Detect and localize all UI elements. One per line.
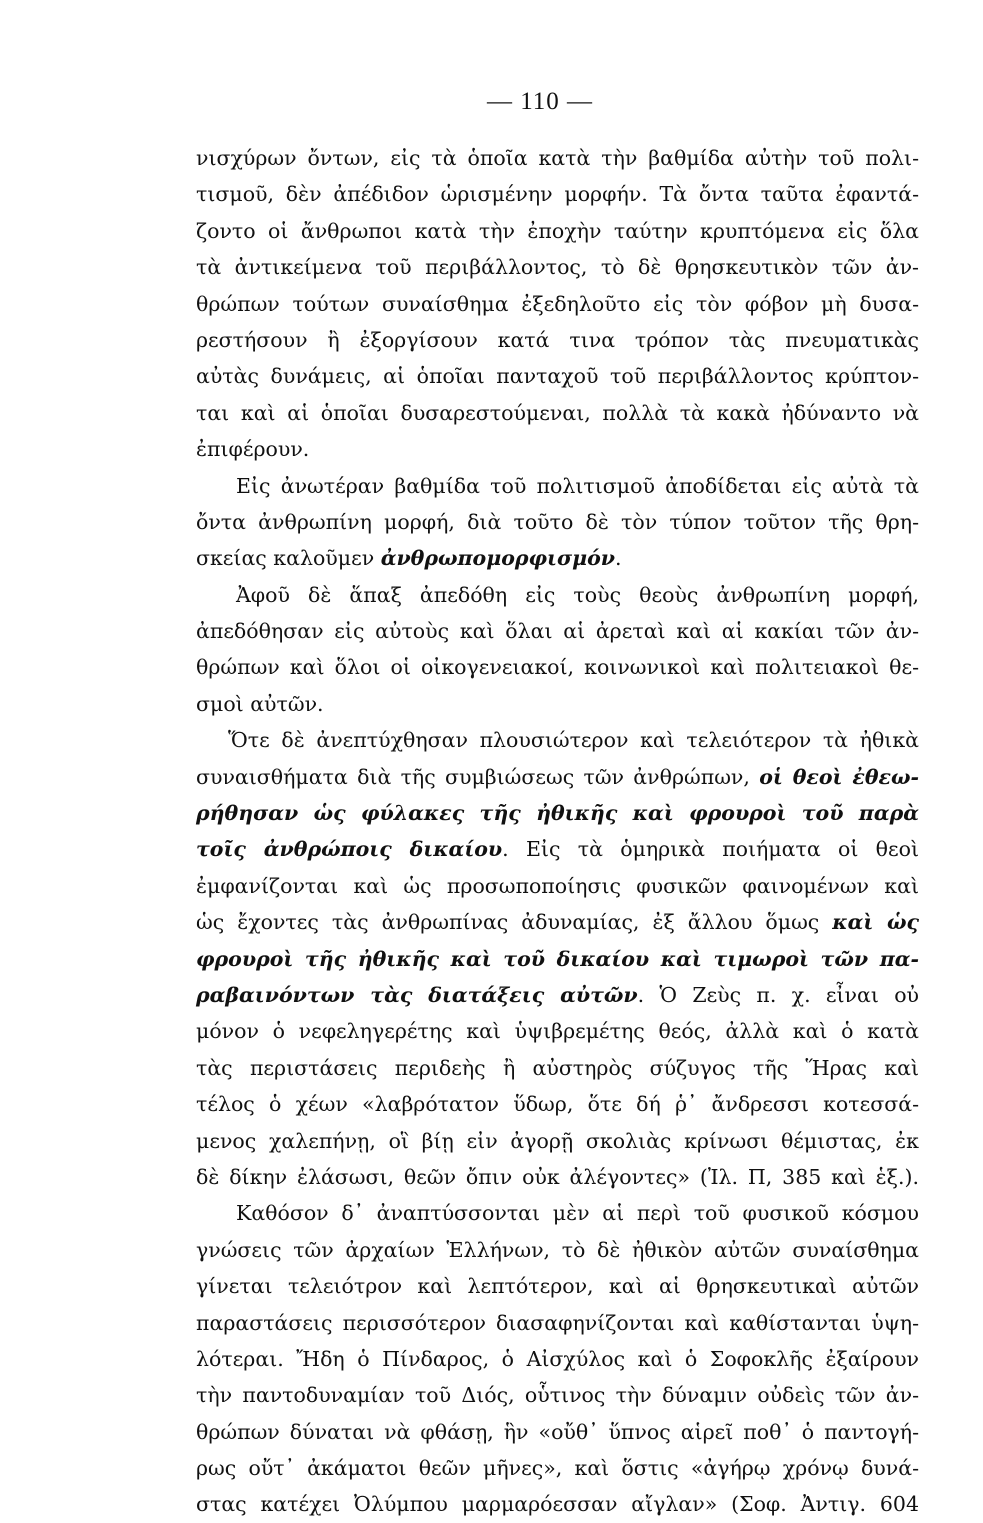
text-segment: τὰ ἀντικείμενα τοῦ περιβάλλοντος, τὸ δὲ θρησκευτικὸν τῶν ἀν-	[196, 255, 919, 280]
text-segment: παραστάσεις περισσότερον διασαφηνίζονται καὶ καθίστανται ὑψη-	[196, 1310, 919, 1335]
text-segment: ρως οὔτ᾽ ἀκάματοι θεῶν μῆνες», καὶ ὅστις «ἀγήρῳ χρόνῳ δυνά-	[196, 1456, 919, 1481]
text-line	[196, 1232, 919, 1268]
text-line	[196, 759, 919, 795]
text-line	[196, 613, 919, 649]
text-line	[196, 1268, 919, 1304]
text-segment: τὴν παντοδυναμίαν τοῦ Διός, οὗτινος τὴν δύναμιν οὐδεὶς τῶν ἀν-	[196, 1383, 919, 1408]
text-segment: σκείας καλοῦμεν	[196, 546, 381, 571]
text-segment: ἐμφανίζονται καὶ ὡς προσωποποίησις φυσικῶν φαινομένων καὶ	[196, 873, 919, 898]
text-line	[196, 941, 919, 977]
text-segment: ἀπεδόθησαν εἰς αὐτοὺς καὶ ὅλαι αἱ ἀρεταὶ καὶ αἱ κακίαι τῶν ἀν-	[196, 619, 919, 644]
text-segment: θρώπων δύναται νὰ φθάσῃ, ἣν «οὔθ᾽ ὕπνος αἱρεῖ ποθ᾽ ὁ παντογή-	[196, 1419, 919, 1444]
text-line	[196, 1013, 919, 1049]
text-line	[196, 1414, 919, 1450]
emphasized-text: τοῖς ἀνθρώποις δικαίου	[196, 837, 503, 862]
text-segment: θρώπων καὶ ὅλοι οἱ οἰκογενειακοί, κοινωνικοὶ καὶ πολιτειακοὶ θε-	[196, 655, 919, 680]
text-segment: γίνεται τελειότρον καὶ λεπτότερον, καὶ αἱ θρησκευτικαὶ αὐτῶν	[196, 1274, 919, 1299]
text-line	[196, 649, 919, 685]
text-line	[196, 1377, 919, 1413]
text-segment: σμοὶ αὐτῶν.	[196, 691, 324, 716]
text-line	[196, 431, 919, 467]
text-segment: δὲ δίκην ἐλάσωσι, θεῶν ὄπιν οὐκ ἀλέγοντες» (Ἰλ. Π, 385 καὶ ἑξ.).	[196, 1164, 919, 1189]
text-line	[196, 1086, 919, 1122]
text-segment: τὰς περιστάσεις περιδεὴς ἢ αὐστηρὸς σύζυγος τῆς Ἥρας καὶ	[196, 1055, 919, 1080]
text-segment: ἐπιφέρουν.	[196, 437, 310, 462]
page-number: — 110 —	[486, 88, 594, 115]
text-segment: ρεστήσουν ἢ ἐξοργίσουν κατά τινα τρόπον τὰς πνευματικὰς	[196, 327, 919, 352]
emphasized-text: φρουροὶ τῆς ἠθικῆς καὶ τοῦ δικαίου καὶ τιμωροὶ τῶν πα-	[196, 946, 919, 971]
text-line	[196, 540, 919, 576]
text-line	[196, 1050, 919, 1086]
text-line	[196, 1486, 919, 1522]
text-line	[196, 504, 919, 540]
text-line	[196, 176, 919, 212]
text-segment: συναισθήματα διὰ τῆς συμβιώσεως τῶν ἀνθρώπων,	[196, 764, 760, 789]
text-segment: . Εἰς τὰ ὁμηρικὰ ποιήματα οἱ θεοὶ	[502, 837, 919, 862]
text-line	[196, 1195, 919, 1231]
text-line	[196, 977, 919, 1013]
text-segment: στας κατέχει Ὀλύμπου μαρμαρόεσσαν αἴγλαν» (Σοφ. Ἀντιγ. 604	[196, 1492, 919, 1517]
text-segment: τισμοῦ, δὲν ἀπέδιδον ὡρισμένην μορφήν. Τὰ ὄντα ταῦτα ἐφαντά-	[196, 182, 919, 207]
text-line	[196, 1450, 919, 1486]
text-line	[196, 904, 919, 940]
text-line	[196, 468, 919, 504]
text-segment: Καθόσον δ᾽ ἀναπτύσσονται μὲν αἱ περὶ τοῦ φυσικοῦ κόσμου	[236, 1201, 919, 1226]
text-line	[196, 1305, 919, 1341]
body-text	[196, 140, 919, 1523]
text-segment: ὡς ἔχοντες τὰς ἀνθρωπίνας ἀδυναμίας, ἐξ ἄλλου ὅμως	[196, 910, 833, 935]
text-segment: νισχύρων ὄντων, εἰς τὰ ὁποῖα κατὰ τὴν βαθμίδα αὐτὴν τοῦ πολι-	[196, 146, 919, 170]
text-line	[196, 686, 919, 722]
text-line	[196, 1159, 919, 1195]
text-line	[196, 286, 919, 322]
text-segment: Εἰς ἀνωτέραν βαθμίδα τοῦ πολιτισμοῦ ἀποδίδεται εἰς αὐτὰ τὰ	[236, 473, 919, 498]
text-segment: ται καὶ αἱ ὁποῖαι δυσαρεστούμεναι, πολλὰ τὰ κακὰ ἠδύναντο νὰ	[196, 400, 919, 425]
emphasized-text: ρήθησαν ὡς φύλακες τῆς ἠθικῆς καὶ φρουροὶ τοῦ παρὰ	[196, 801, 919, 826]
text-segment: .	[615, 546, 622, 571]
text-segment: λότεραι. Ἤδη ὁ Πίνδαρος, ὁ Αἰσχύλος καὶ ὁ Σοφοκλῆς ἐξαίρουν	[196, 1346, 919, 1371]
text-line	[196, 868, 919, 904]
text-line	[196, 1341, 919, 1377]
text-segment: Ἀφοῦ δὲ ἅπαξ ἀπεδόθη εἰς τοὺς θεοὺς ἀνθρωπίνη μορφή,	[236, 582, 919, 607]
text-line	[196, 249, 919, 285]
text-segment: . Ὁ Ζεὺς π. χ. εἶναι οὐ	[637, 982, 919, 1007]
text-line	[196, 577, 919, 613]
text-line	[196, 213, 919, 249]
emphasized-text: ραβαινόντων τὰς διατάξεις αὐτῶν	[196, 982, 638, 1007]
text-segment: θρώπων τούτων συναίσθημα ἐξεδηλοῦτο εἰς τὸν φόβον μὴ δυσα-	[196, 291, 919, 316]
text-line	[196, 722, 919, 758]
text-segment: γνώσεις τῶν ἀρχαίων Ἑλλήνων, τὸ δὲ ἠθικὸν αὐτῶν συναίσθημα	[196, 1237, 919, 1262]
text-segment: τέλος ὁ χέων «λαβρότατον ὕδωρ, ὅτε δή ῥ᾽ ἄνδρεσσι κοτεσσά-	[196, 1092, 919, 1117]
text-segment: ὄντα ἀνθρωπίνη μορφή, διὰ τοῦτο δὲ τὸν τύπον τοῦτον τῆς θρη-	[196, 509, 919, 534]
text-line	[196, 395, 919, 431]
text-line	[196, 1123, 919, 1159]
text-line	[196, 795, 919, 831]
text-segment: Ὅτε δὲ ἀνεπτύχθησαν πλουσιώτερον καὶ τελειότερον τὰ ἠθικὰ	[228, 728, 919, 753]
emphasized-text: ἀνθρωπομορφισμόν	[380, 546, 615, 571]
text-segment: μενος χαλεπήνῃ, οἳ βίῃ εἰν ἀγορῇ σκολιὰς κρίνωσι θέμιστας, ἐκ	[196, 1128, 919, 1153]
emphasized-text: οἱ θεοὶ ἐθεω-	[759, 764, 919, 789]
emphasized-text: καὶ ὡς	[832, 910, 919, 935]
text-line	[196, 358, 919, 394]
text-segment: αὐτὰς δυνάμεις, αἱ ὁποῖαι πανταχοῦ τοῦ περιβάλλοντος κρύπτον-	[196, 364, 919, 389]
text-line	[196, 322, 919, 358]
text-segment: ζοντο οἱ ἄνθρωποι κατὰ τὴν ἐποχὴν ταύτην κρυπτόμενα εἰς ὅλα	[196, 218, 919, 243]
text-line	[196, 140, 919, 176]
text-line	[196, 831, 919, 867]
text-segment: μόνον ὁ νεφεληγερέτης καὶ ὑψιβρεμέτης θεός, ἀλλὰ καὶ ὁ κατὰ	[196, 1019, 919, 1044]
